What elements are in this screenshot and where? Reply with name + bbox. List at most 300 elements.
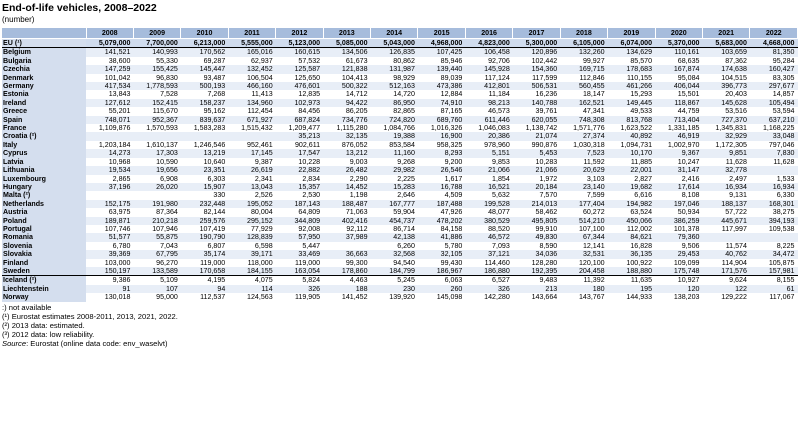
table-cell: 99,300	[345, 258, 368, 267]
table-cell: 32,778	[702, 166, 749, 174]
table-cell: 330	[213, 191, 226, 200]
table-cell: 32,929	[702, 132, 749, 140]
table-cell: 20,403	[725, 90, 747, 99]
table-cell: 1,972	[539, 174, 558, 183]
source-text: : Eurostat (online data code: env_waselvt)	[26, 339, 168, 349]
table-cell	[133, 191, 180, 199]
table-cell: 8,293	[418, 149, 465, 157]
table-cell: 92,112	[346, 224, 368, 233]
table-cell: 141,521	[86, 48, 133, 57]
table-cell: 2,834	[302, 174, 321, 183]
table-cell: 107,946	[152, 224, 178, 233]
table-cell: 2,497	[729, 174, 747, 183]
column-header: 2013	[323, 28, 370, 39]
table-cell: 55,875	[133, 233, 180, 241]
table-cell: 2,646	[397, 191, 415, 200]
table-cell: 9,268	[397, 157, 415, 166]
table-cell: 119,000	[200, 258, 226, 267]
table-cell: 14,712	[345, 90, 368, 99]
table-cell: 117,997	[721, 224, 747, 233]
table-cell: 1,046,083	[478, 124, 510, 133]
table-cell: 1,331,185	[667, 124, 700, 133]
table-cell: 16,934	[750, 183, 798, 191]
table-cell: 19,534	[86, 166, 133, 174]
table-cell: 112,454	[247, 107, 273, 116]
row-label: Luxembourg	[2, 175, 86, 183]
table-cell: 5,453	[513, 149, 560, 157]
table-cell: 174,638	[702, 65, 749, 73]
table-cell: 80,862	[393, 56, 415, 65]
table-cell: 748,308	[560, 116, 607, 124]
table-cell: 6,213,000	[181, 39, 228, 48]
table-cell: 55,330	[156, 56, 178, 65]
table-row	[2, 74, 798, 82]
table-cell: 9,387	[254, 157, 273, 166]
table-cell	[133, 132, 180, 140]
table-cell: 195,052	[228, 200, 275, 208]
table-cell	[750, 233, 798, 241]
table-cell: 19,388	[371, 132, 418, 140]
table-cell: 84,456	[298, 107, 321, 116]
table-row	[2, 233, 798, 241]
table-cell: 170,658	[181, 267, 228, 276]
table-cell: 112,846	[579, 73, 605, 82]
table-cell: 14,273	[86, 149, 133, 157]
table-cell: 57,950	[276, 233, 323, 241]
table-cell: 1,570,593	[146, 124, 178, 133]
footnote: (¹) Eurostat estimates 2008-2011, 2013, 2021, 2022.	[2, 311, 178, 321]
table-cell: 478,202	[418, 217, 465, 225]
table-cell: 93,487	[203, 73, 226, 82]
table-cell: 2,526	[254, 191, 273, 200]
table-cell: 77,929	[250, 224, 273, 233]
table-cell: 82,144	[203, 208, 226, 217]
table-cell: 58,462	[535, 208, 558, 217]
table-cell: 106,458	[465, 48, 512, 57]
footnote: (³) 2012 data: low reliability.	[2, 330, 95, 340]
table-cell: 3,103	[586, 174, 605, 183]
table-cell: 79,360	[655, 233, 702, 241]
table-cell: 96,830	[156, 73, 178, 82]
table-cell: 140,788	[513, 99, 560, 107]
table-cell: 611,446	[465, 116, 512, 124]
table-cell: 232,448	[181, 200, 228, 208]
table-cell: 95,284	[772, 56, 795, 65]
table-cell: 5,109	[133, 276, 180, 285]
table-cell: 1,533	[776, 174, 795, 183]
table-cell: 1,084,766	[383, 124, 415, 133]
table-cell: 5,151	[465, 149, 512, 157]
table-cell: 83,305	[772, 73, 795, 82]
table-cell: 13,843	[108, 90, 131, 99]
table-cell: 5,632	[492, 191, 510, 200]
table-cell: 15,283	[371, 183, 418, 191]
row-label: Germany	[2, 82, 86, 90]
table-cell: 158,237	[181, 99, 228, 107]
table-cell: 141,452	[341, 293, 368, 302]
table-cell: 103,659	[702, 48, 749, 57]
table-cell: 188	[323, 285, 370, 293]
table-cell: 115,670	[152, 107, 178, 116]
table-cell: 188,487	[323, 200, 370, 208]
table-cell: 37,196	[86, 183, 133, 191]
table-cell: 813,768	[608, 116, 655, 124]
table-cell: 5,043,000	[371, 39, 418, 48]
table-cell: 6,330	[776, 191, 795, 200]
column-header: 2012	[276, 28, 323, 39]
table-cell: 11,628	[773, 157, 795, 166]
table-cell: 6,616	[634, 191, 653, 200]
table-cell: 5,824	[276, 276, 323, 285]
table-cell: 6,303	[207, 174, 226, 183]
row-label: Bulgaria	[2, 57, 86, 65]
table-cell: 184,155	[228, 267, 275, 276]
table-row	[2, 99, 798, 107]
footnote: :) not available	[2, 302, 52, 312]
table-cell: 1,617	[444, 174, 463, 183]
table-cell: 5,683,000	[702, 39, 749, 48]
table-cell: 89,039	[440, 73, 463, 82]
row-label: Croatia (²)	[2, 132, 86, 140]
table-cell: 188,137	[702, 200, 749, 208]
table-cell: 7,700,000	[133, 39, 180, 48]
table-cell: 514,210	[560, 217, 607, 225]
table-cell: 9,003	[349, 157, 368, 166]
table-cell: 145,098	[436, 293, 463, 302]
table-cell: 2,530	[302, 191, 321, 200]
table-cell: 84,621	[608, 233, 655, 241]
table-cell: 9,624	[702, 276, 749, 285]
table-cell: 125,650	[294, 73, 321, 82]
column-header: 2019	[608, 28, 655, 39]
table-cell: 126,835	[371, 48, 418, 57]
table-cell: 6,105,000	[560, 39, 607, 48]
table-cell: 445,671	[702, 217, 749, 225]
table-cell: 121,838	[323, 65, 370, 73]
table-cell: 34,472	[750, 250, 798, 258]
table-cell: 11,635	[608, 276, 655, 285]
row-label: Ireland	[2, 99, 86, 107]
table-cell: 110,161	[655, 48, 702, 57]
table-cell: 7,523	[560, 149, 607, 157]
table-cell: 95,084	[677, 73, 700, 82]
table-cell: 101,378	[673, 224, 700, 233]
table-cell: 11,392	[560, 276, 607, 285]
table-cell: 109,538	[768, 224, 795, 233]
table-cell: 6,908	[160, 174, 178, 183]
table-cell: 186,880	[465, 267, 512, 276]
table-cell: 412,801	[465, 82, 512, 90]
table-cell: 128,280	[531, 258, 558, 267]
table-cell: 88,520	[488, 224, 510, 233]
table-cell: 17,614	[655, 183, 702, 191]
table-cell: 9,506	[681, 241, 700, 250]
table-row	[2, 82, 798, 90]
table-cell: 120,100	[578, 258, 605, 267]
table-cell: 637,210	[750, 116, 798, 124]
table-cell: 85,570	[630, 56, 653, 65]
table-cell: 1,016,326	[430, 124, 463, 133]
table-cell: 86,714	[393, 224, 415, 233]
table-cell: 7,093	[492, 241, 510, 250]
table-cell: 134,960	[228, 99, 275, 107]
table-cell: 186,967	[418, 267, 465, 276]
table-cell: 154,360	[513, 65, 560, 73]
table-cell: 98,929	[393, 73, 415, 82]
table-row	[2, 267, 798, 276]
table-cell: 724,820	[371, 116, 418, 124]
table-cell: 20,629	[560, 166, 607, 174]
table-cell: 53,516	[725, 107, 747, 116]
table-cell: 734,776	[323, 116, 370, 124]
data-table	[2, 28, 798, 302]
table-row	[2, 183, 798, 191]
table-row	[2, 175, 798, 183]
table-cell: 1,209,477	[288, 124, 321, 133]
table-cell: 4,968,000	[418, 39, 465, 48]
table-cell: 188,880	[608, 267, 655, 276]
table-cell: 95,162	[203, 107, 226, 116]
table-cell: 1,610,137	[146, 140, 178, 149]
table-cell: 297,677	[750, 82, 798, 90]
table-cell: 380,529	[465, 217, 512, 225]
table-cell: 344,809	[276, 217, 323, 225]
footnotes	[2, 303, 798, 349]
table-cell: 190,790	[181, 233, 228, 241]
column-header: 2022	[750, 28, 798, 39]
table-cell: 10,228	[298, 157, 321, 166]
table-cell: 687,824	[276, 116, 323, 124]
table-cell: 96,270	[156, 258, 178, 267]
table-cell: 41,886	[418, 233, 465, 241]
table-cell: 131,987	[371, 65, 418, 73]
table-cell: 118,000	[247, 258, 273, 267]
table-cell: 105,494	[750, 99, 798, 107]
table-row	[2, 107, 798, 115]
table-cell: 7,528	[160, 90, 178, 99]
table-row	[2, 149, 798, 157]
table-cell: 160,615	[276, 48, 323, 57]
table-cell: 48,077	[488, 208, 510, 217]
table-cell: 1,172,305	[715, 140, 747, 149]
header-row	[2, 28, 798, 39]
table-cell: 194,982	[608, 200, 655, 208]
table-cell: 38,600	[108, 56, 131, 65]
table-row	[2, 217, 798, 225]
table-cell: 189,871	[86, 217, 133, 225]
table-cell: 180	[560, 285, 607, 293]
table-cell: 1,109,876	[98, 124, 131, 133]
row-label: Italy	[2, 141, 86, 149]
table-cell: 958,325	[436, 140, 463, 149]
table-cell: 620,055	[513, 116, 560, 124]
table-cell: 500,193	[181, 82, 228, 90]
table-cell: 17,303	[133, 149, 180, 157]
table-cell: 5,079,000	[86, 39, 133, 48]
table-cell: 1,094,731	[620, 140, 653, 149]
table-cell: 8,225	[776, 241, 795, 250]
table-cell: 178,860	[323, 267, 370, 276]
table-cell: 476,601	[276, 82, 323, 90]
table-cell: 169,715	[560, 65, 607, 73]
table-cell: 15,907	[181, 183, 228, 191]
table-cell: 1,778,593	[133, 82, 180, 90]
row-label: Austria	[2, 208, 86, 216]
table-cell: 197,046	[655, 200, 702, 208]
column-header: 2015	[418, 28, 465, 39]
header-corner	[2, 28, 86, 39]
table-cell: 4,195	[181, 276, 228, 285]
table-cell: 39,761	[535, 107, 558, 116]
table-cell: 4,463	[323, 276, 370, 285]
table-cell: 2,290	[349, 174, 368, 183]
table-cell: 38,275	[772, 208, 795, 217]
table-cell: 2,416	[681, 174, 700, 183]
table-cell: 671,927	[228, 116, 275, 124]
table-cell: 6,527	[465, 276, 512, 285]
table-cell: 7,043	[160, 241, 178, 250]
table-cell: 147,259	[86, 65, 133, 73]
table-cell: 178,683	[608, 65, 655, 73]
table-cell: 10,640	[203, 157, 226, 166]
table-cell: 21,066	[513, 166, 560, 174]
table-cell: 160,427	[750, 65, 798, 73]
table-cell	[702, 233, 749, 241]
table-cell: 473,386	[418, 82, 465, 90]
table-cell: 13,212	[323, 149, 370, 157]
table-cell: 117,599	[532, 73, 558, 82]
table-subtitle: (number)	[2, 15, 35, 24]
table-cell: 51,577	[86, 233, 133, 241]
table-cell: 5,555,000	[228, 39, 275, 48]
table-cell: 16,900	[418, 132, 465, 140]
table-cell: 107,425	[418, 48, 465, 57]
table-cell: 6,807	[207, 241, 226, 250]
table-row	[2, 116, 798, 124]
row-label: Cyprus	[2, 149, 86, 157]
table-row	[2, 293, 798, 301]
table-cell: 11,592	[583, 157, 605, 166]
table-row	[2, 208, 798, 216]
table-cell: 36,135	[608, 250, 655, 258]
table-cell	[323, 242, 370, 250]
table-cell: 32,531	[560, 250, 607, 258]
table-cell: 260	[418, 285, 465, 293]
table-cell: 1,198	[349, 191, 368, 200]
table-title: End-of-life vehicles, 2008–2022	[2, 2, 157, 14]
table-cell: 466,160	[228, 82, 275, 90]
table-cell: 80,004	[250, 208, 273, 217]
table-cell: 5,245	[371, 276, 418, 285]
table-cell: 23,351	[181, 166, 228, 174]
table-cell: 259,576	[181, 217, 228, 225]
table-cell: 15,501	[677, 90, 700, 99]
table-cell: 7,570	[539, 191, 558, 200]
row-label: Netherlands	[2, 200, 86, 208]
table-cell: 110,155	[626, 73, 653, 82]
table-cell: 1,030,318	[573, 140, 605, 149]
table-cell: 63,975	[108, 208, 131, 217]
table-cell: 42,138	[371, 233, 418, 241]
table-row	[2, 285, 798, 293]
table-cell: 417,534	[86, 82, 133, 90]
table-cell: 57,532	[298, 56, 321, 65]
table-cell: 44,759	[677, 107, 700, 116]
table-cell: 797,046	[768, 140, 795, 149]
row-label: Poland	[2, 217, 86, 225]
table-cell: 134,629	[608, 48, 655, 57]
table-cell: 512,163	[371, 82, 418, 90]
table-cell: 47,341	[582, 107, 605, 116]
table-cell: 9,483	[513, 276, 560, 285]
table-cell: 87,165	[440, 107, 463, 116]
table-cell: 6,598	[254, 241, 273, 250]
table-cell: 163,054	[276, 267, 323, 276]
table-cell: 4,823,000	[465, 39, 512, 48]
table-cell: 177,404	[560, 200, 607, 208]
table-cell: 99,430	[440, 258, 463, 267]
table-cell: 1,246,546	[193, 140, 226, 149]
table-cell: 727,370	[702, 116, 749, 124]
table-cell: 150,197	[86, 267, 133, 276]
table-cell: 94	[181, 285, 228, 293]
table-cell: 6,063	[418, 276, 465, 285]
table-cell: 134,506	[323, 48, 370, 57]
table-cell: 81,350	[750, 48, 798, 57]
table-cell: 60,272	[582, 208, 605, 217]
table-cell: 1,571,776	[573, 124, 605, 133]
table-cell: 386,259	[655, 217, 702, 225]
table-row	[2, 90, 798, 98]
table-cell: 98,213	[465, 99, 512, 107]
table-cell: 5,300,000	[513, 39, 560, 48]
table-cell: 46,573	[488, 107, 510, 116]
table-cell: 230	[371, 285, 418, 293]
table-cell: 195	[608, 285, 655, 293]
table-cell: 47,926	[440, 208, 463, 217]
table-cell: 978,960	[484, 140, 510, 149]
table-cell: 12,884	[440, 90, 463, 99]
table-cell: 46,572	[465, 233, 512, 241]
table-cell: 326	[465, 285, 512, 293]
table-cell: 402,416	[323, 217, 370, 225]
table-cell: 127,612	[86, 99, 133, 107]
table-cell: 8,155	[750, 276, 798, 285]
table-cell: 21,074	[513, 132, 560, 140]
table-row	[2, 276, 798, 285]
table-cell: 152,415	[133, 99, 180, 107]
row-label: Slovenia	[2, 242, 86, 250]
table-cell: 87,364	[156, 208, 178, 217]
table-cell: 191,980	[133, 200, 180, 208]
table-cell: 4,075	[228, 276, 275, 285]
table-cell: 4,509	[444, 191, 463, 200]
table-cell: 165,016	[228, 48, 275, 57]
table-cell: 22,001	[608, 166, 655, 174]
table-cell: 9,386	[86, 276, 133, 285]
column-header: 2016	[465, 28, 512, 39]
table-cell: 461,266	[608, 82, 655, 90]
table-cell: 214,013	[513, 200, 560, 208]
table-cell: 1,203,184	[98, 140, 131, 149]
table-cell: 144,933	[626, 293, 653, 302]
table-cell: 5,123,000	[276, 39, 323, 48]
table-cell: 40,892	[608, 132, 655, 140]
table-cell: 114,904	[721, 258, 747, 267]
table-row	[2, 141, 798, 149]
table-cell: 37,121	[465, 250, 512, 258]
table-cell: 4,668,000	[750, 39, 798, 48]
